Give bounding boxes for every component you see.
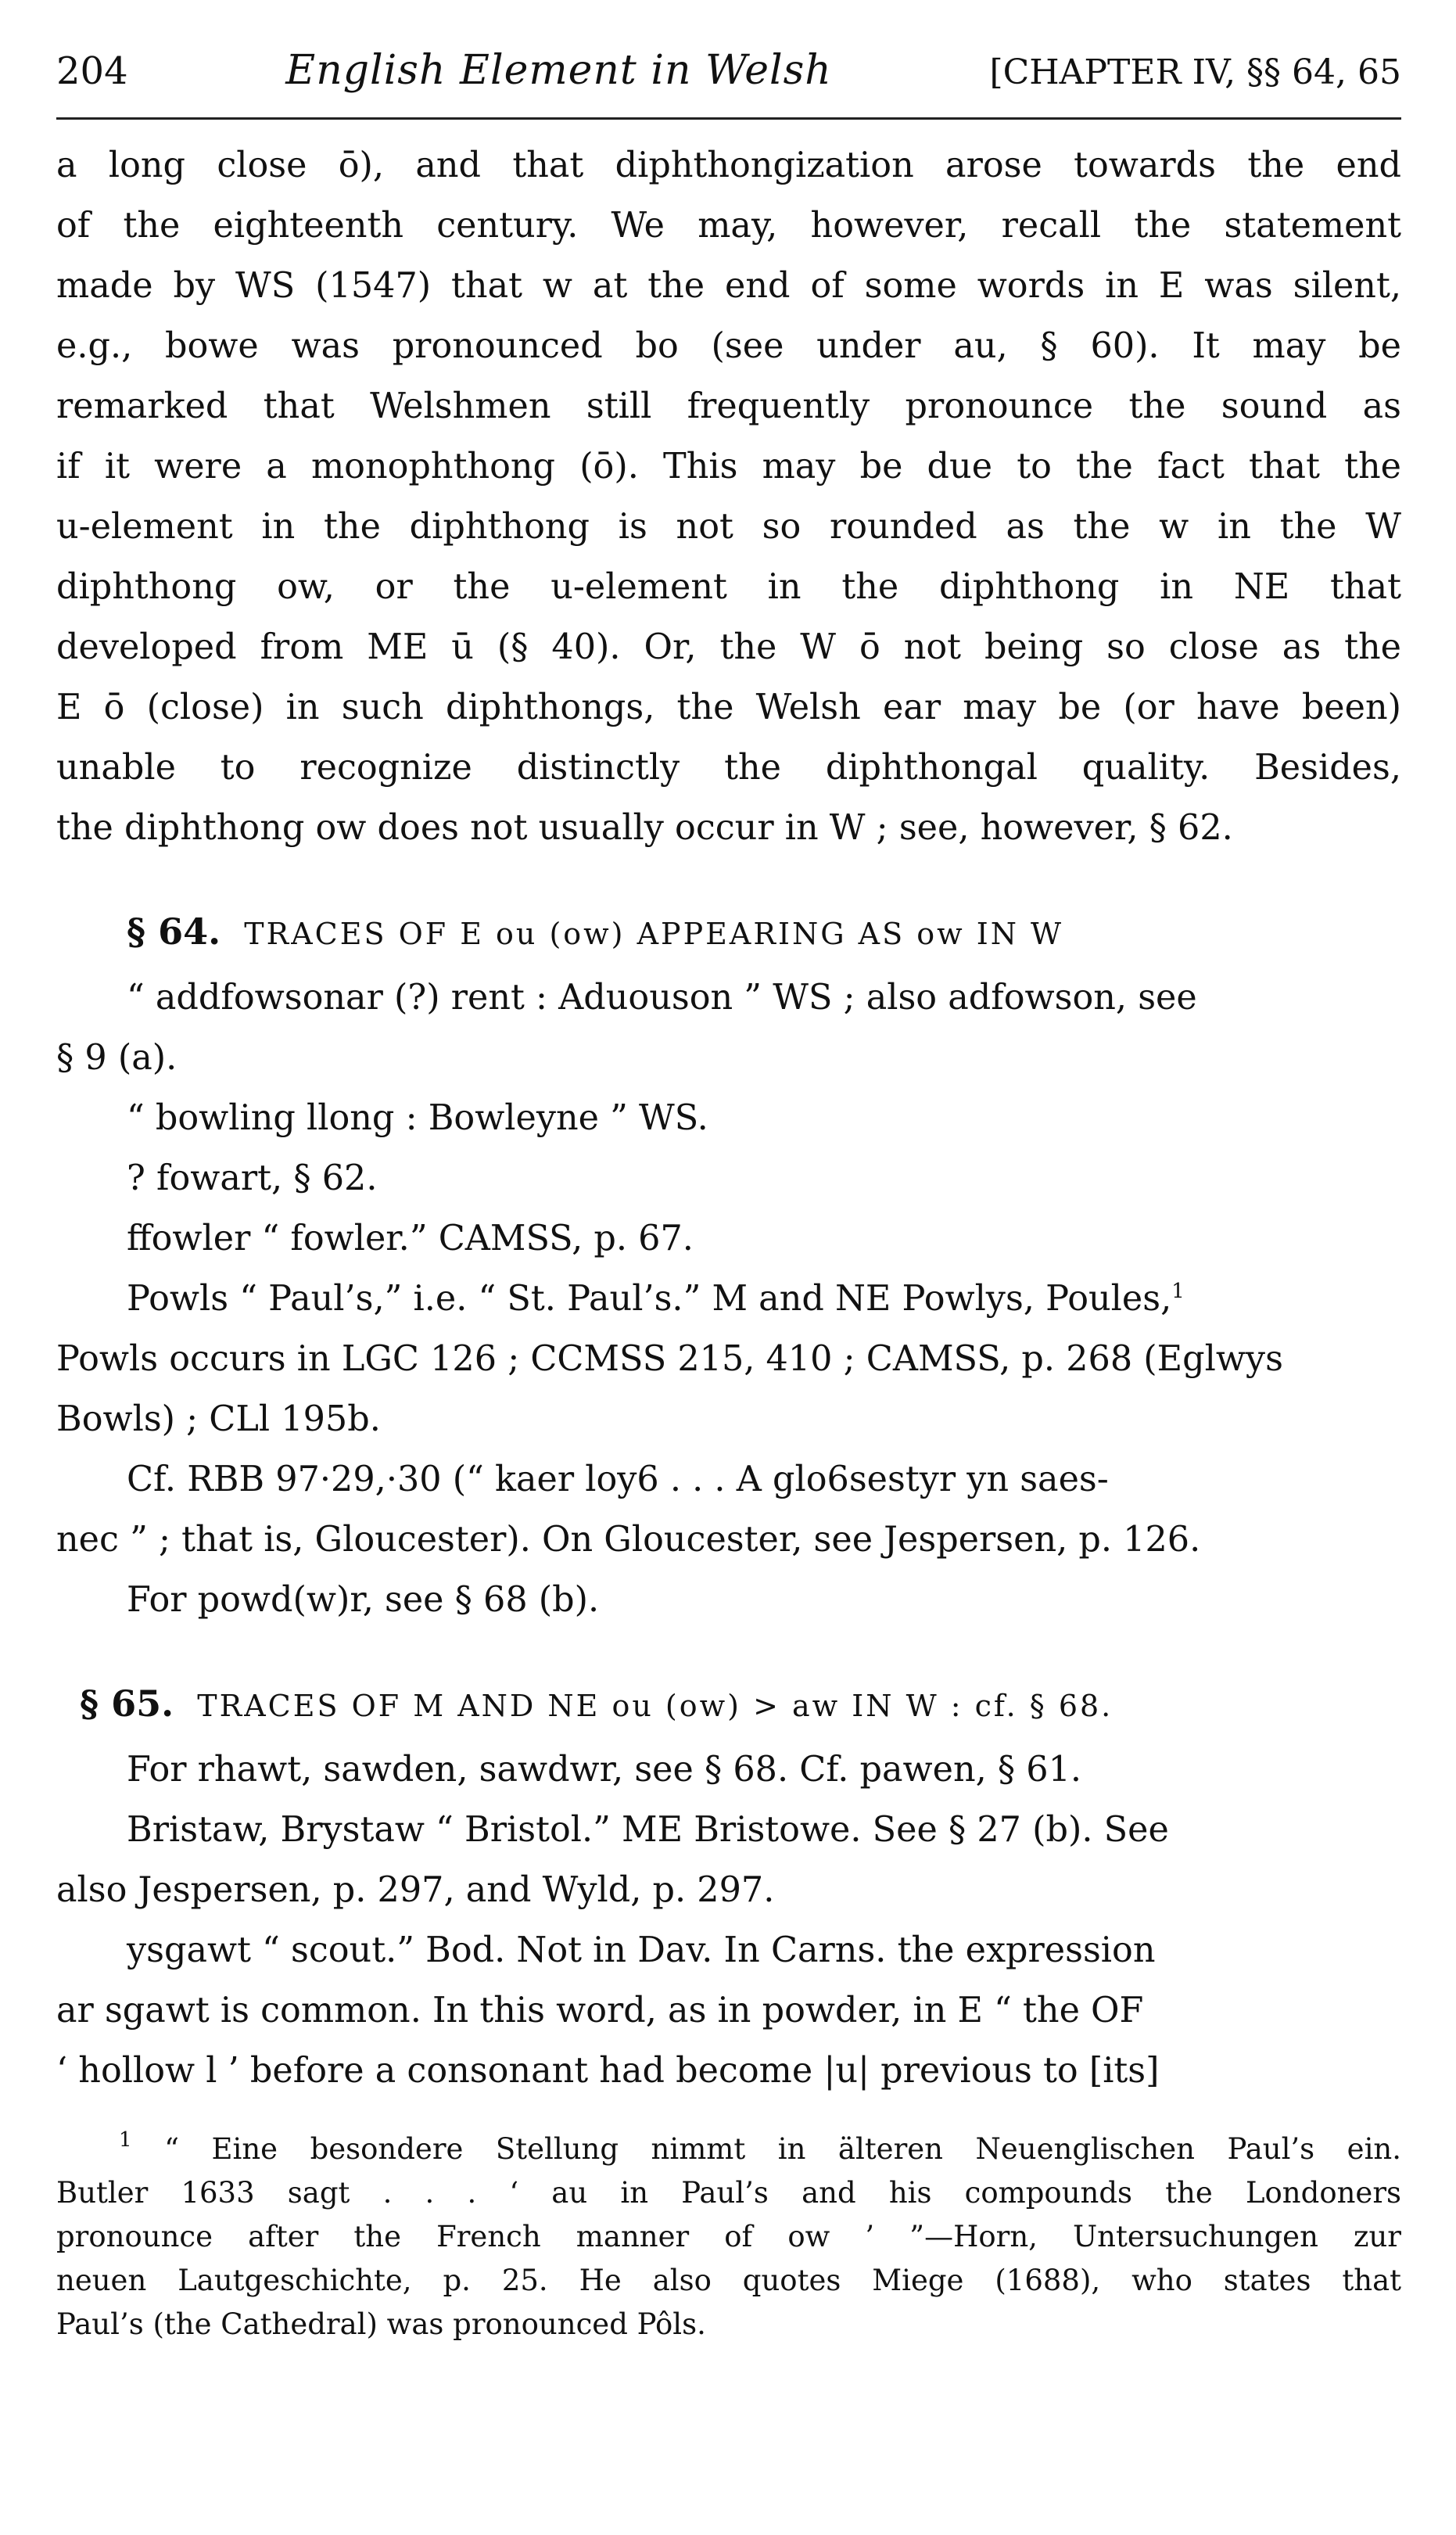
- section-65-number: § 65.: [80, 1682, 174, 1725]
- text-line: a long close ō), and that diphthongization arose towards the end: [56, 145, 1401, 185]
- entry-line: ysgawt “ scout.” Bod. Not in Dav. In Carns. the expression: [127, 1930, 1156, 1970]
- text-line: the diphthong ow does not usually occur in W ; see, however, § 62.: [56, 808, 1233, 848]
- text-line: developed from ME ū (§ 40). Or, the W ō not being so close as the: [56, 627, 1401, 667]
- section-65-heading: [56, 1674, 1401, 1736]
- entry-line: “ addfowsonar (?) rent : Aduouson ” WS ; also adfowson, see: [127, 978, 1197, 1018]
- footnote-line: [56, 2127, 1401, 2171]
- entry-line: § 9 (a).: [56, 1038, 178, 1078]
- entry-line: ar sgawt is common. In this word, as in powder, in E “ the OF: [56, 1991, 1144, 2031]
- entry-line-text: Powls “ Paul’s,” i.e. “ St. Paul’s.” M and NE Powlys, Poules,: [127, 1279, 1172, 1319]
- text-line: remarked that Welshmen still frequently pronounce the sound as: [56, 386, 1401, 426]
- entry-line: ffowler “ fowler.” CAMSS, p. 67.: [127, 1219, 694, 1259]
- footnote-line: neuen Lautgeschichte, p. 25. He also quotes Miege (1688), who states that: [56, 2264, 1401, 2297]
- entry-line: For powd(w)r, see § 68 (b).: [127, 1580, 600, 1620]
- text-line: unable to recognize distinctly the diphthongal quality. Besides,: [56, 748, 1401, 788]
- footnote-line: Paul’s (the Cathedral) was pronounced Pôls.: [56, 2307, 706, 2341]
- entry-line: Cf. RBB 97·29,·30 (“ kaer loy6 . . . A glo6sestyr yn saes-: [127, 1460, 1109, 1499]
- footnote-ref: 1: [1171, 1280, 1185, 1303]
- footnote-marker: 1: [119, 2128, 132, 2152]
- section-64-heading: [56, 902, 1401, 964]
- text-line: E ō (close) in such diphthongs, the Welsh ear may be (or have been): [56, 688, 1401, 727]
- text-line: if it were a monophthong (ō). This may be due to the fact that the: [56, 447, 1401, 487]
- entry-line: [56, 1269, 1401, 1329]
- text-line: u-element in the diphthong is not so rounded as the w in the W: [56, 507, 1401, 547]
- chapter-reference: [CHAPTER IV, §§ 64, 65: [989, 52, 1401, 92]
- intro-paragraph: [56, 135, 1401, 858]
- text-line: of the eighteenth century. We may, however, recall the statement: [56, 206, 1401, 246]
- text-line: e.g., bowe was pronounced bo (see under au, § 60). It may be: [56, 326, 1401, 366]
- entry-line: Bristaw, Brystaw “ Bristol.” ME Bristowe. See § 27 (b). See: [127, 1810, 1169, 1850]
- page: [56, 47, 1401, 2346]
- entry-line: Powls occurs in LGC 126 ; CCMSS 215, 410 ; CAMSS, p. 268 (Eglwys: [56, 1339, 1283, 1379]
- footnote-line: pronounce after the French manner of ow ’ ”—Horn, Untersuchungen zur: [56, 2220, 1401, 2253]
- entry-line: ? fowart, § 62.: [127, 1158, 378, 1198]
- section-65-title: TRACES OF M AND NE ou (ow) > aw IN W : cf. § 68.: [197, 1689, 1114, 1723]
- section-64-body: [56, 968, 1401, 1630]
- section-64-number: § 64.: [127, 910, 221, 953]
- footnotes: [56, 2127, 1401, 2346]
- entry-line: For rhawt, sawden, sawdwr, see § 68. Cf. pawen, § 61.: [127, 1750, 1082, 1790]
- entry-line: also Jespersen, p. 297, and Wyld, p. 297.: [56, 1870, 775, 1910]
- text-line: made by WS (1547) that w at the end of some words in E was silent,: [56, 266, 1401, 306]
- section-64-title: TRACES OF E ou (ow) APPEARING AS ow IN W: [244, 917, 1064, 951]
- entry-line: Bowls) ; CLl 195b.: [56, 1399, 381, 1439]
- page-number: 204: [56, 49, 128, 93]
- footnote-line: Butler 1633 sagt . . . ‘ au in Paul’s and his compounds the Londoners: [56, 2176, 1401, 2210]
- footnote-text: “ Eine besondere Stellung nimmt in älteren Neuenglischen Paul’s ein.: [164, 2132, 1401, 2166]
- running-title: English Element in Welsh: [285, 47, 832, 94]
- text-line: diphthong ow, or the u-element in the diphthong in NE that: [56, 567, 1401, 607]
- entry-line: “ bowling llong : Bowleyne ” WS.: [127, 1098, 708, 1138]
- entry-line: nec ” ; that is, Gloucester). On Gloucester, see Jespersen, p. 126.: [56, 1520, 1201, 1560]
- running-header: [56, 47, 1401, 120]
- entry-line: ‘ hollow l ’ before a consonant had become |u| previous to [its]: [56, 2051, 1160, 2091]
- section-65-body: [56, 1740, 1401, 2101]
